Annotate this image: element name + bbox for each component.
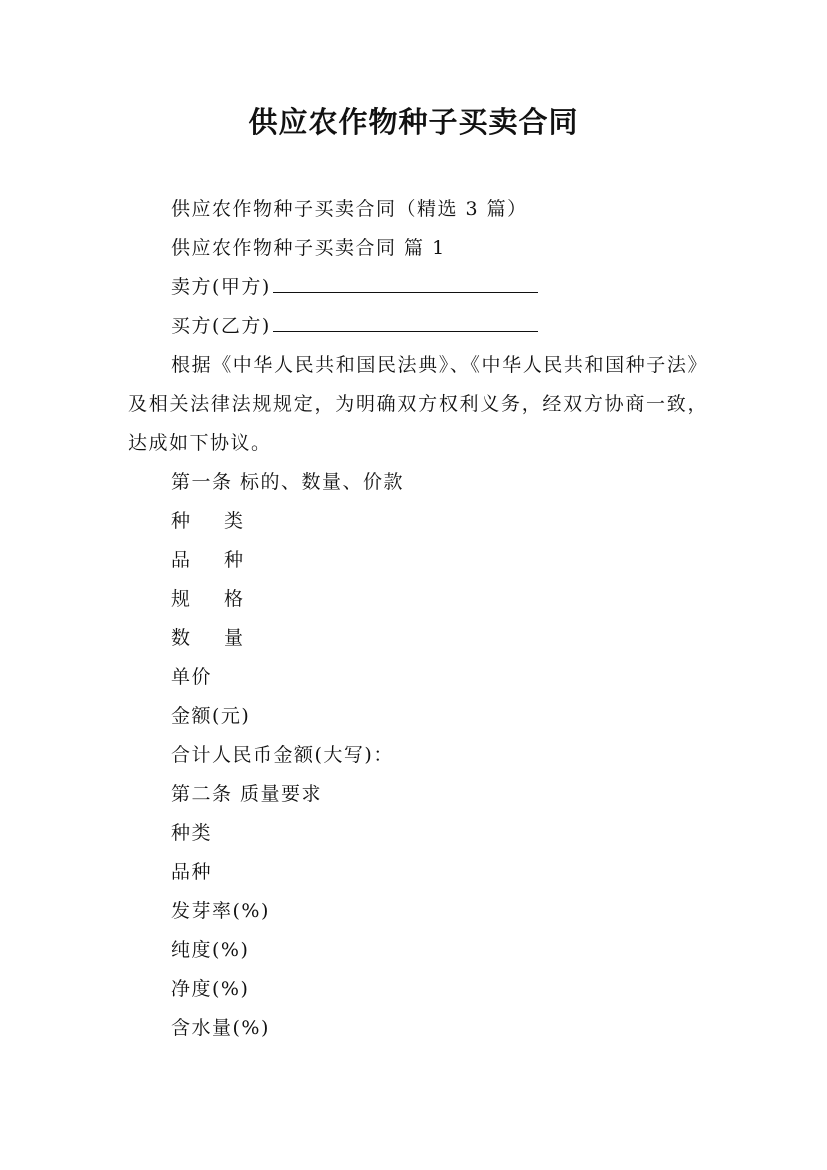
article1-item: 单价 (171, 666, 213, 688)
article2-item: 发芽率(%) (171, 900, 270, 922)
seller-line (128, 268, 708, 307)
seller-blank-field (273, 270, 538, 293)
article2-item: 纯度(%) (171, 939, 250, 961)
article1-item: 规 格 (171, 588, 258, 610)
document-title: 供应农作物种子买卖合同 (248, 105, 579, 139)
article2-title: 第二条 质量要求 (171, 783, 323, 805)
subtitle-line: 供应农作物种子买卖合同（精选 3 篇） (171, 198, 528, 220)
article1-title: 第一条 标的、数量、价款 (171, 471, 405, 493)
article1-item: 品 种 (171, 549, 258, 571)
article2-item: 净度(%) (171, 978, 250, 1000)
article2-item: 品种 (171, 861, 213, 883)
seller-label: 卖方(甲方) (171, 276, 271, 298)
buyer-line (128, 307, 708, 346)
article1-item: 金额(元) (171, 705, 251, 727)
section-heading: 供应农作物种子买卖合同 篇 1 (171, 237, 446, 259)
buyer-blank-field (273, 309, 538, 332)
document-body (128, 190, 708, 1048)
article1-item: 合计人民币金额(大写)： (171, 744, 394, 766)
buyer-label: 买方(乙方) (171, 315, 271, 337)
article2-item: 种类 (171, 822, 213, 844)
article1-item: 数 量 (171, 627, 258, 649)
intro-paragraph: 根据《中华人民共和国民法典》、《中华人民共和国种子法》及相关法律法规规定，为明确双方权利义务，经双方协商一致，达成如下协议。 (128, 354, 708, 454)
article1-item: 种 类 (171, 510, 258, 532)
article2-item: 含水量(%) (171, 1017, 270, 1039)
